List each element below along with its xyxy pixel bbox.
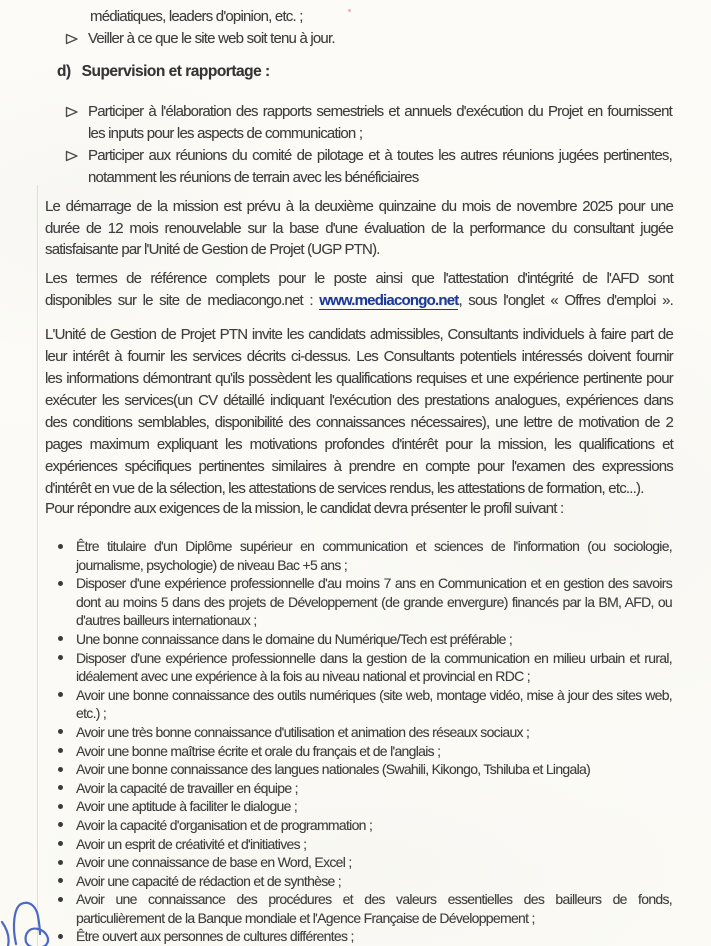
paragraph-termes [45, 268, 673, 311]
profile-list [57, 537, 672, 946]
link-suffix-text: , sous l'onglet « Offres d'emploi ». [458, 291, 673, 309]
paragraph-line: L'Unité de Gestion de Projet PTN invite les candidats admissibles, Consultants individuels à faire part de [45, 326, 673, 343]
profile-item [57, 742, 672, 761]
paragraph-line: les informations démontrant qu'ils possèdent les qualifications requises et une expérience pertinente pour [45, 370, 673, 387]
profile-item-line: idéalement avec une expérience à la fois au niveau national et provincial en RDC ; [76, 668, 530, 685]
paragraph-line-link [45, 290, 673, 312]
scan-artifact-line [37, 185, 38, 946]
profile-item [57, 537, 672, 574]
arrow-bullet-icon [65, 33, 79, 45]
dot-bullet-icon [58, 785, 63, 790]
section-letter: d) [57, 63, 71, 80]
profile-item [57, 686, 672, 723]
duty-item-veiller [65, 28, 672, 50]
link-prefix-text: disponibles sur le site de mediacongo.net : [45, 291, 320, 309]
duty-line: notamment les réunions de terrain avec les bénéficiaires [88, 168, 419, 186]
continuation-line: médiatiques, leaders d'opinion, etc. ; [90, 8, 303, 25]
dot-bullet-icon [58, 636, 63, 641]
paragraph-line: durée de 12 mois renouvelable sur la base d'une évaluation de la performance du consultant jugée [45, 219, 673, 237]
profile-item-line: Avoir une connaissance de base en Word, Excel ; [76, 854, 352, 871]
pen-mark [0, 850, 62, 946]
paragraph-line: pages maximum expliquant les motivations profondes d'intérêt pour la mission, les qualifications et [45, 436, 673, 453]
dot-bullet-icon [58, 804, 63, 809]
mediacongo-link[interactable]: www.mediacongo.net [319, 291, 459, 309]
profile-item-line: Avoir la capacité de travailler en équipe ; [76, 779, 298, 796]
paragraph-line: des conditions semblables, disponibilité des connaissances nécessaires), une lettre de motivation de 2 [45, 414, 673, 431]
profile-item [57, 890, 672, 927]
profile-item [57, 797, 672, 816]
profile-item [57, 779, 672, 798]
section-heading [57, 63, 270, 81]
profile-item-line: Avoir une capacité de rédaction et de synthèse ; [76, 872, 342, 889]
profile-item-line: Avoir une bonne connaissance des outils numériques (site web, montage vidéo, mise à jour des sites web, [76, 686, 672, 703]
paragraph-line: leur intérêt à fournir les services décrits ci-dessus. Les Consultants potentiels intéressés doivent fournir [45, 348, 673, 365]
duty-item-rapports [65, 101, 672, 144]
profile-item [57, 816, 672, 835]
profile-item [57, 872, 672, 891]
profile-item [57, 630, 672, 649]
profile-item-line: particulièrement de la Banque mondiale et l'Agence Française de Développement ; [76, 909, 535, 926]
dot-bullet-icon [58, 729, 63, 734]
profile-item-line: Avoir une connaissance des procédures et des valeurs essentielles des bailleurs de fonds, [76, 891, 672, 908]
profile-item [57, 835, 672, 854]
profile-item-line: Avoir une bonne maîtrise écrite et orale du français et de l'anglais ; [76, 742, 441, 759]
paragraph-line: Les termes de référence complets pour le poste ainsi que l'attestation d'intégrité de l'AFD sont [45, 270, 673, 287]
profile-item-line: Avoir une bonne connaissance des langues nationales (Swahili, Kikongo, Tshiluba et Lingala) [76, 761, 591, 778]
dot-bullet-icon [58, 544, 63, 549]
dot-bullet-icon [58, 581, 63, 586]
profile-item-line: dont au moins 5 dans des projets de Développement (de grande envergure) financés par la BM, AFD, ou [76, 593, 672, 610]
profile-item-line: journalisme, psychologie) de niveau Bac +5 ans ; [76, 556, 348, 573]
profile-item [57, 723, 672, 742]
duty-line: Veiller à ce que le site web soit tenu à jour. [88, 30, 335, 47]
profile-item [57, 927, 672, 946]
profile-item [57, 853, 672, 872]
section-title: Supervision et rapportage : [81, 63, 270, 80]
profile-item-line: Disposer d'une expérience professionnelle dans la gestion de la communication en milieu urbain et rural, [76, 649, 672, 666]
profile-item-line: Avoir une très bonne connaissance d'utilisation et animation des réseaux sociaux ; [76, 723, 530, 740]
profile-item [57, 574, 672, 630]
paragraph-demarrage [45, 196, 673, 261]
duty-line: Participer aux réunions du comité de pilotage et à toutes les autres réunions jugées pertinentes, [88, 147, 672, 164]
arrow-bullet-icon [65, 106, 79, 118]
paragraph-line: Le démarrage de la mission est prévu à la deuxième quinzaine du mois de novembre 2025 pour une [45, 198, 673, 215]
duty-line: les inputs pour les aspects de communication ; [88, 124, 363, 142]
dot-bullet-icon [58, 767, 63, 772]
profile-item-line: etc.) ; [76, 705, 107, 722]
dot-bullet-icon [58, 748, 63, 753]
duty-line: Participer à l'élaboration des rapports semestriels et annuels d'exécution du Projet en fournissent [88, 103, 672, 120]
scan-speck [348, 9, 351, 12]
arrow-bullet-icon [65, 150, 79, 162]
profile-item [57, 760, 672, 779]
paragraph-profil-intro: Pour répondre aux exigences de la mission, le candidat devra présenter le profil suivant : [45, 500, 564, 517]
profile-item-line: Avoir une aptitude à faciliter le dialogue ; [76, 798, 298, 815]
profile-item-line: Être titulaire d'un Diplôme supérieur en communication et sciences de l'information (ou sociologie, [76, 538, 672, 554]
dot-bullet-icon [58, 841, 63, 846]
profile-item-line: Être ouvert aux personnes de cultures différentes ; [76, 928, 354, 945]
profile-item [57, 649, 672, 686]
dot-bullet-icon [58, 692, 63, 697]
paragraph-line: d'intérêt en vue de la sélection, les attestations de services rendus, les attestations de formation, etc...). [45, 480, 644, 497]
paragraph-unite [45, 324, 673, 500]
profile-item-line: Avoir la capacité d'organisation et de programmation ; [76, 816, 373, 833]
paragraph-line: exécuter les services(un CV détaillé indiquant l'exécution des prestations analogues, expériences dans [45, 392, 673, 409]
profile-item-line: d'autres bailleurs internationaux ; [76, 612, 257, 629]
profile-item-line: Une bonne connaissance dans le domaine du Numérique/Tech est préférable ; [76, 630, 513, 647]
profile-item-line: Disposer d'une expérience professionnelle d'au moins 7 ans en Communication et en gestion des savoirs [76, 575, 672, 592]
duty-item-reunions [65, 145, 672, 188]
dot-bullet-icon [58, 655, 63, 660]
paragraph-line: expériences spécifiques pertinentes similaires à prendre en compte pour l'examen des expressions [45, 458, 673, 475]
paragraph-line: satisfaisante par l'Unité de Gestion de Projet (UGP PTN). [45, 241, 380, 259]
dot-bullet-icon [58, 822, 63, 827]
profile-item-line: Avoir un esprit de créativité et d'initiatives ; [76, 835, 307, 852]
